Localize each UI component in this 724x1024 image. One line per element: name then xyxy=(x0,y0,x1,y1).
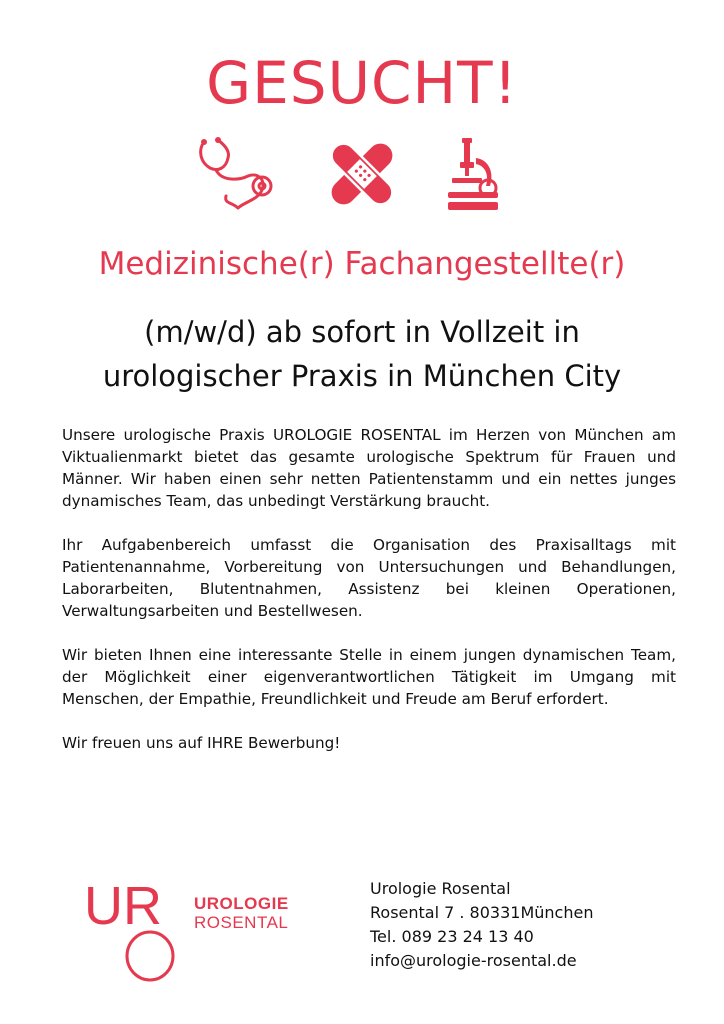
contact-block xyxy=(370,877,593,973)
logo-line-1: UROLOGIE xyxy=(194,894,289,913)
contact-name: Urologie Rosental xyxy=(370,879,511,898)
logo-mark xyxy=(84,876,184,984)
logo-mark-letters: UR xyxy=(84,876,162,936)
job-description xyxy=(62,424,676,776)
closing-line: Wir freuen uns auf IHRE Bewerbung! xyxy=(62,734,341,752)
contact-address: Rosental 7 . 80331München xyxy=(370,903,594,922)
icon-row xyxy=(0,136,724,216)
logo xyxy=(84,876,314,986)
logo-wordmark xyxy=(194,894,289,932)
page-title: GESUCHT! xyxy=(206,49,518,117)
contact-phone: Tel. 089 23 24 13 40 xyxy=(370,927,534,946)
paragraph: Wir bieten Ihnen eine interessante Stelle in einem jungen dynamischen Team, der Möglichkeit einer eigenverantwortlichen Tätigkeit im Umgang mit Menschen, der Empathie, Freundlichkeit und Freude am Beruf erfordert. xyxy=(62,646,676,708)
paragraph: Unsere urologische Praxis UROLOGIE ROSENTAL im Herzen von München am Viktualienmarkt bietet das gesamte urologische Spektrum für Frauen und Männer. Wir haben einen sehr netten Patientenstamm und ein nettes junges dynamisches Team, das unbedingt Verstärkung braucht. xyxy=(62,426,676,510)
job-headline xyxy=(40,310,684,398)
headline-line: urologischer Praxis in München City xyxy=(102,359,622,393)
stethoscope-icon xyxy=(196,136,280,212)
bandage-icon xyxy=(322,136,402,212)
headline-line: (m/w/d) ab sofort in Vollzeit in xyxy=(144,315,580,349)
contact-email[interactable]: info@urologie-rosental.de xyxy=(370,951,577,970)
job-title: Medizinische(r) Fachangestellte(r) xyxy=(98,246,626,282)
logo-line-2: ROSENTAL xyxy=(194,913,289,932)
microscope-icon xyxy=(446,136,502,212)
paragraph: Ihr Aufgabenbereich umfasst die Organisation des Praxisalltags mit Patientenannahme, Vorbereitung von Untersuchungen und Behandlungen, Laborarbeiten, Blutentnahmen, Assistenz bei kleinen Operationen, Verwaltungsarbeiten und Bestellwesen. xyxy=(62,536,676,620)
